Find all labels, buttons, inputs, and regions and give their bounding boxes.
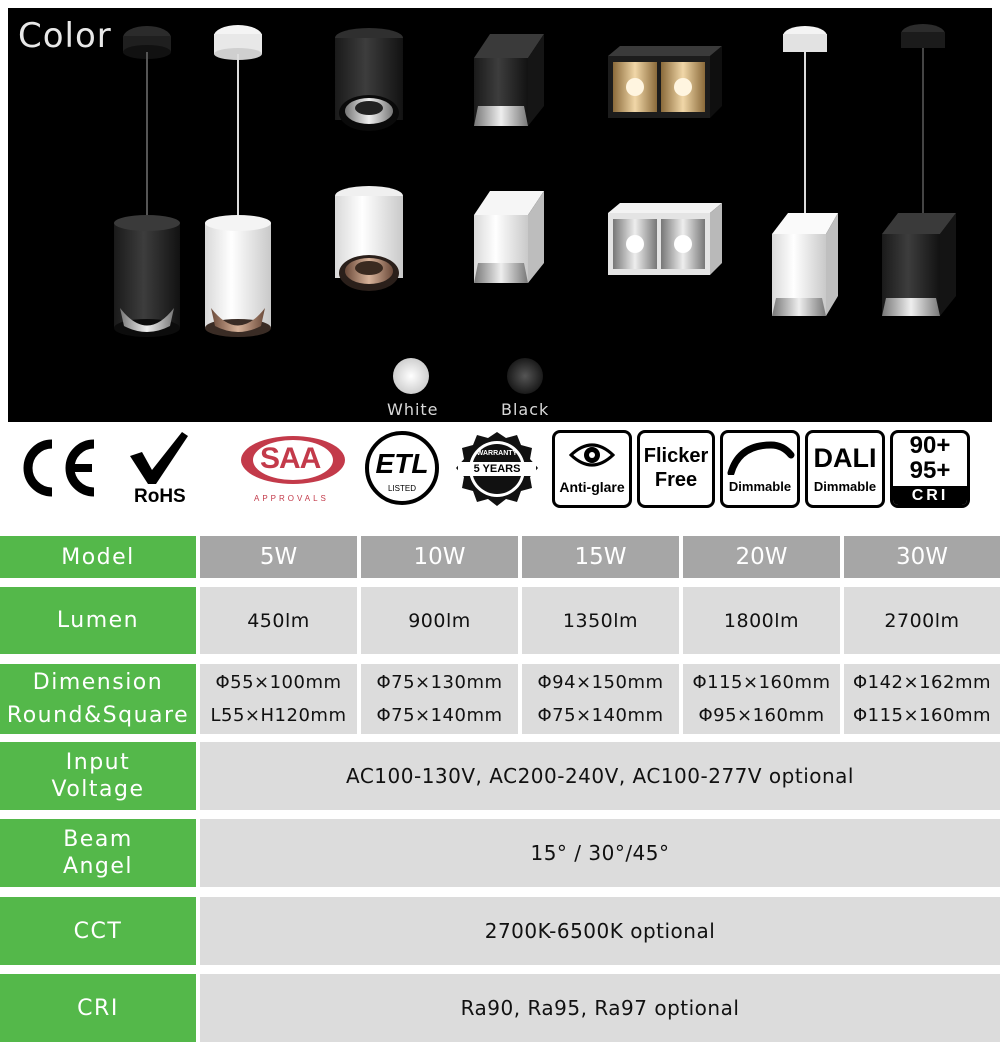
dimmable-label: Dimmable — [728, 479, 792, 494]
black-swatch-label: Black — [501, 400, 550, 419]
model-5w: 5W — [200, 536, 357, 578]
voltage-value: AC100-130V, AC200-240V, AC100-277V optional — [200, 742, 1000, 810]
voltage-label — [0, 742, 196, 810]
model-label: Model — [0, 536, 196, 578]
cri-label: CRI — [0, 974, 196, 1042]
saa-logo — [238, 430, 348, 510]
dimension-20w — [683, 664, 840, 734]
dimension-label-line2: Round&Square — [6, 703, 190, 728]
voltage-label-line2: Voltage — [51, 777, 145, 802]
dimension-5w — [200, 664, 357, 734]
lumen-row — [0, 587, 1000, 654]
dimension-label — [0, 664, 196, 734]
dali-title: DALI — [813, 443, 877, 473]
lumen-10w: 900lm — [361, 587, 518, 654]
lumen-30w: 2700lm — [844, 587, 1000, 654]
cct-row — [0, 897, 1000, 965]
warranty-main: 5 YEARS — [458, 462, 536, 476]
model-row — [0, 536, 1000, 578]
panel-title: Color — [18, 16, 112, 56]
lumen-5w: 450lm — [200, 587, 357, 654]
black-double-surface — [608, 46, 722, 118]
dimension-square: Φ75×140mm — [376, 705, 503, 726]
cri-90-label: 90+ — [909, 432, 951, 459]
black-round-pendant — [114, 26, 180, 337]
anti-glare-label: Anti-glare — [559, 479, 625, 495]
beam-row — [0, 819, 1000, 887]
black-square-surface — [474, 34, 544, 126]
free-label: Free — [654, 469, 698, 491]
etl-mark: ETL — [375, 448, 429, 479]
product-color-panel — [8, 8, 992, 422]
etl-logo — [364, 430, 440, 508]
dimension-30w — [844, 664, 1000, 734]
cri-badge-label: CRI — [893, 486, 967, 505]
cri-badge — [890, 430, 970, 508]
saa-mark: SAA — [260, 442, 321, 475]
dali-dimmable-label: Dimmable — [813, 479, 877, 494]
white-swatch-label: White — [387, 400, 439, 419]
eye-icon — [569, 439, 615, 471]
dimension-square: Φ115×160mm — [852, 705, 992, 726]
voltage-row — [0, 742, 1000, 810]
product-illustrations — [8, 8, 992, 422]
dimmable-badge — [720, 430, 800, 508]
white-double-surface — [608, 203, 722, 275]
dimension-square: Φ75×140mm — [537, 705, 664, 726]
anti-glare-badge — [552, 430, 632, 508]
beam-label-line1: Beam — [63, 827, 133, 852]
dali-badge — [805, 430, 885, 508]
dimension-round: Φ94×150mm — [537, 672, 664, 693]
dimension-round: Φ142×162mm — [852, 672, 992, 693]
black-swatch[interactable] — [507, 358, 543, 394]
lumen-20w: 1800lm — [683, 587, 840, 654]
dimension-label-line1: Dimension — [32, 670, 164, 695]
white-square-surface — [474, 191, 544, 283]
dimension-square: L55×H120mm — [210, 705, 347, 726]
white-square-pendant — [772, 26, 838, 316]
model-15w: 15W — [522, 536, 679, 578]
ce-logo — [16, 436, 100, 500]
black-round-surface — [335, 28, 403, 131]
beam-label-line2: Angel — [62, 854, 134, 879]
voltage-label-line1: Input — [65, 750, 131, 775]
cri-value: Ra90, Ra95, Ra97 optional — [200, 974, 1000, 1042]
cri-row — [0, 974, 1000, 1042]
beam-value: 15° / 30°/45° — [200, 819, 1000, 887]
dimension-10w — [361, 664, 518, 734]
checkmark-icon — [126, 430, 202, 486]
model-10w: 10W — [361, 536, 518, 578]
white-swatch[interactable] — [393, 358, 429, 394]
dimension-square: Φ95×160mm — [698, 705, 825, 726]
flicker-free-badge — [637, 430, 715, 508]
rohs-label: RoHS — [134, 486, 186, 507]
dimension-15w — [522, 664, 679, 734]
cri-95-label: 95+ — [909, 457, 951, 484]
dimmer-arc-icon — [725, 441, 795, 475]
warranty-badge — [454, 430, 540, 510]
dimension-round: Φ75×130mm — [376, 672, 503, 693]
etl-sub: LISTED — [387, 484, 416, 493]
cct-value: 2700K-6500K optional — [200, 897, 1000, 965]
lumen-15w: 1350lm — [522, 587, 679, 654]
rohs-logo — [126, 430, 202, 510]
warranty-top: WARRANTY — [476, 450, 518, 457]
saa-sub: APPROVALS — [254, 494, 329, 503]
white-round-pendant — [205, 25, 271, 337]
model-20w: 20W — [683, 536, 840, 578]
beam-label — [0, 819, 196, 887]
dimension-row — [0, 664, 1000, 734]
dimension-round: Φ55×100mm — [215, 672, 342, 693]
model-30w: 30W — [844, 536, 1000, 578]
dimension-round: Φ115×160mm — [692, 672, 831, 693]
cct-label: CCT — [0, 897, 196, 965]
white-round-surface — [335, 186, 403, 291]
black-square-pendant — [882, 24, 956, 316]
flicker-label: Flicker — [643, 445, 709, 467]
lumen-label: Lumen — [0, 587, 196, 654]
